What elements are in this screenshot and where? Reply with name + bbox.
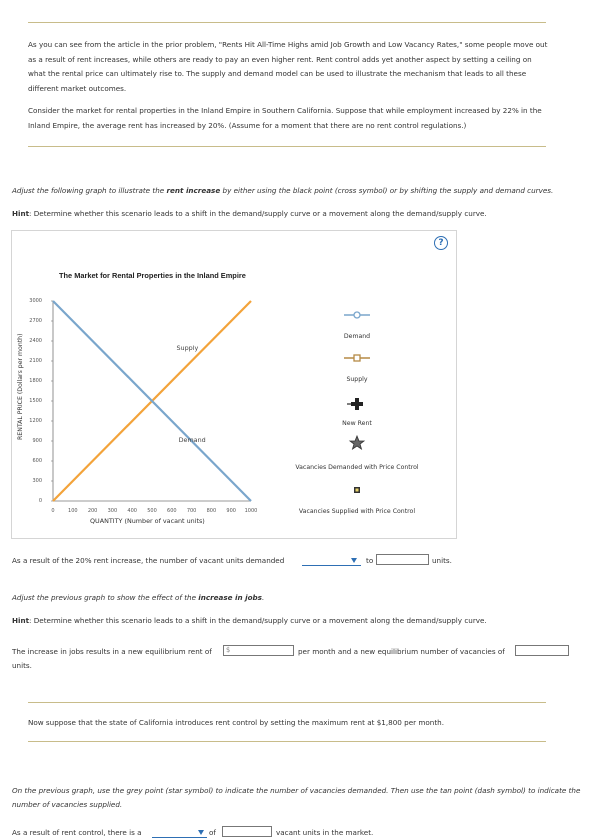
x-tick-label: 100 (68, 508, 78, 514)
help-icon[interactable]: ? (434, 236, 448, 250)
q1-instruction (12, 186, 612, 195)
q1-answer-text: As a result of the 20% rent increase, the number of vacant units demanded (12, 556, 285, 565)
y-tick-label: 300 (32, 478, 42, 484)
q1-instruction-pre: Adjust the following graph to illustrate the (12, 186, 167, 195)
q2-hint-label: Hint (12, 616, 30, 625)
x-tick-label: 900 (226, 508, 236, 514)
q1-units-input[interactable] (376, 554, 429, 565)
chevron-down-icon[interactable] (351, 558, 357, 563)
tan-dash-icon[interactable] (354, 487, 360, 493)
q3-answer-text: As a result of rent control, there is a (12, 828, 142, 837)
q1-hint-label: Hint (12, 209, 30, 218)
x-tick-label: 300 (107, 508, 118, 514)
q3-answer-post: vacant units in the market. (276, 828, 374, 837)
top-divider (28, 22, 546, 23)
intro-paragraph-2: Consider the market for rental properties in the Inland Empire in Southern California. Suppose that while employment increased by 22% in the Inland Empire, the average rent has increased by 20%. (Assume for a moment that there are no rent control regulations.) (28, 106, 542, 130)
q3-bottom-divider (28, 741, 546, 742)
legend-demand-label: Demand (343, 333, 371, 340)
q2-answer-mid: per month and a new equilibrium number of vacancies of (298, 647, 505, 656)
q2-hint (12, 616, 612, 625)
q2-instruction-bold: increase in jobs (198, 593, 262, 602)
x-axis-label: QUANTITY (Number of vacant units) (90, 517, 205, 525)
intro-divider (28, 146, 546, 147)
q2-answer-post: units. (12, 661, 32, 670)
intro-paragraph-1: As you can see from the article in the prior problem, "Rents Hit All-Time Highs amid Job Growth and Low Vacancy Rates," some people move out as a result of rent increases, while others are ready to pay an even higher rent. Rent control adds yet another aspect by setting a ceiling on what the rental price can ultimately rise to. The supply and demand model can be used to illustrate the mechanism that leads to all these different market outcomes. (28, 40, 548, 93)
supply-curve-label: Supply (176, 344, 199, 352)
x-tick-label: 600 (167, 508, 177, 514)
q1-to-text: to (366, 556, 374, 565)
q2-instruction (12, 593, 612, 602)
q3-units-input[interactable] (222, 826, 272, 837)
q1-instruction-post: by either using the black point (cross symbol) or by shifting the supply and demand curves. (220, 186, 554, 195)
y-tick-label: 1800 (29, 378, 42, 384)
y-tick-label: 2100 (29, 358, 42, 364)
q1-instruction-bold: rent increase (166, 186, 221, 195)
q3-of-text: of (209, 828, 216, 837)
chart-title: The Market for Rental Properties in the Inland Empire (59, 271, 246, 280)
x-tick-label: 0 (51, 508, 55, 514)
legend-new-rent-label: New Rent (342, 420, 372, 427)
legend-vac-demanded-label: Vacancies Demanded with Price Control (295, 464, 419, 471)
x-tick-label: 1000 (244, 508, 258, 514)
q3-text: Now suppose that the state of California introduces rent control by setting the maximum rent at $1,800 per month. (28, 718, 444, 727)
chevron-down-icon-q3[interactable] (198, 830, 204, 835)
q3-instruction: On the previous graph, use the grey point (star symbol) to indicate the number of vacancies demanded. Then use the tan point (dash symbol) to indicate the number of vacancies supplied. (12, 786, 581, 809)
x-tick-label: 400 (127, 508, 137, 514)
x-tick-label: 500 (147, 508, 157, 514)
x-tick-label: 700 (186, 508, 197, 514)
q2-answer-text: The increase in jobs results in a new equilibrium rent of (12, 647, 212, 656)
q2-instruction-pre: Adjust the previous graph to show the effect of the (12, 593, 199, 602)
y-tick-label: 2700 (29, 318, 42, 324)
legend-supply-label: Supply (346, 376, 368, 383)
q2-hint-text: : Determine whether this scenario leads to a shift in the demand/supply curve or a movement along the demand/supply curve. (29, 616, 487, 625)
dollar-prefix: $ (226, 646, 231, 654)
q1-hint-text: : Determine whether this scenario leads to a shift in the demand/supply curve or a movement along the demand/supply curve. (29, 209, 487, 218)
q1-hint (12, 209, 612, 218)
y-tick-label: 1200 (29, 418, 42, 424)
q3-top-divider (28, 702, 546, 703)
y-tick-label: 900 (32, 438, 42, 444)
x-tick-label: 200 (87, 508, 98, 514)
demand-curve-label: Demand (178, 436, 206, 444)
y-tick-label: 0 (38, 498, 42, 504)
q2-instruction-post: . (261, 593, 265, 602)
y-tick-label: 600 (32, 458, 42, 464)
q2-vacancies-input[interactable] (515, 645, 569, 656)
x-tick-label: 800 (206, 508, 217, 514)
y-tick-label: 2400 (29, 338, 42, 344)
q2-rent-input[interactable] (223, 645, 294, 656)
y-tick-label: 3000 (29, 298, 42, 304)
legend-vac-supplied-label: Vacancies Supplied with Price Control (298, 508, 416, 515)
q1-units-text: units. (432, 556, 452, 565)
y-tick-label: 1500 (29, 398, 42, 404)
